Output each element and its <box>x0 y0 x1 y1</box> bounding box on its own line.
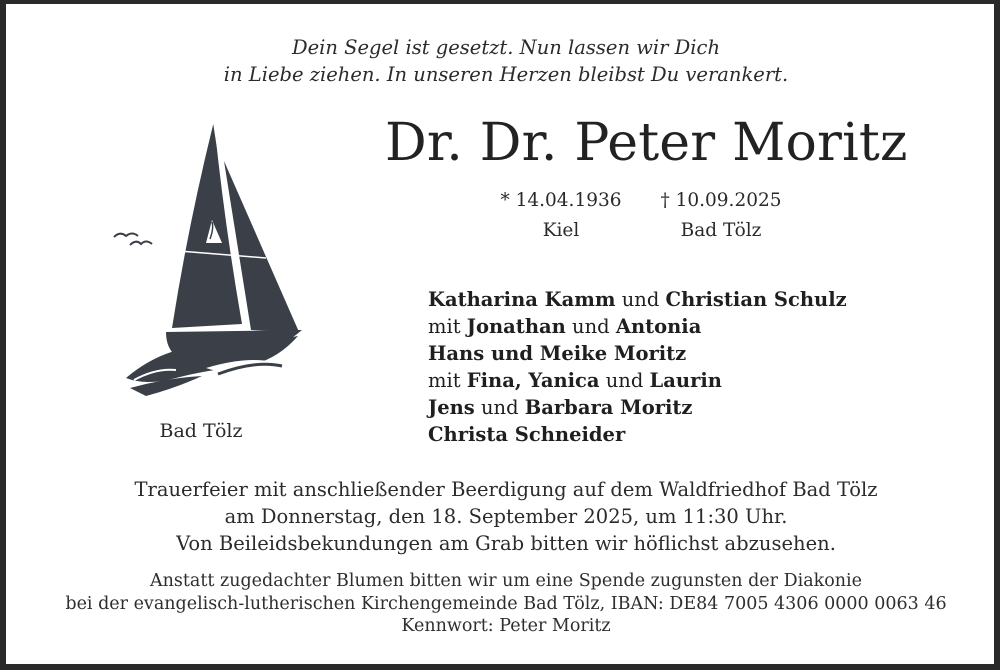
mourner-connector: und <box>474 396 525 419</box>
death-date: † 10.09.2025 <box>660 190 782 211</box>
motto-line-2: in Liebe ziehen. In unseren Herzen bleibst Du verankert. <box>223 63 789 86</box>
birth-place: Kiel <box>542 220 580 241</box>
mourner-connector: mit <box>428 369 467 392</box>
mourner-line <box>428 340 847 367</box>
mourner-name: Katharina Kamm <box>428 288 616 311</box>
mourner-name: Barbara Moritz <box>524 396 693 419</box>
service-line-1: Trauerfeier mit anschließender Beerdigung auf dem Waldfriedhof Bad Tölz <box>134 478 878 501</box>
mourner-name: Laurin <box>649 369 722 392</box>
donation-line-2: bei der evangelisch-lutherischen Kirchengemeinde Bad Tölz, IBAN: DE84 7005 4306 0000 0063 46 <box>65 593 947 614</box>
mourners-list <box>428 286 847 448</box>
mourner-connector: mit <box>428 315 467 338</box>
mourner-name: Fina, Yanica <box>466 369 600 392</box>
birth-date: * 14.04.1936 <box>500 190 622 211</box>
mourner-line <box>428 394 847 421</box>
mourner-connector: und <box>599 369 650 392</box>
donation-info <box>6 570 1000 638</box>
motto-line-1: Dein Segel ist gesetzt. Nun lassen wir Dich <box>291 36 721 59</box>
mourner-name: Antonia <box>615 315 702 338</box>
mourner-line <box>428 313 847 340</box>
birth-info <box>486 186 636 246</box>
mourner-name: Jonathan <box>466 315 566 338</box>
mourner-name: Christian Schulz <box>665 288 847 311</box>
death-info <box>646 186 796 246</box>
service-line-3: Von Beileidsbekundungen am Grab bitten wir höflichst abzusehen. <box>176 532 836 555</box>
mourner-line <box>428 367 847 394</box>
donation-line-1: Anstatt zugedachter Blumen bitten wir um eine Spende zugunsten der Diakonie <box>150 571 862 591</box>
mourner-name: Hans und Meike Moritz <box>428 342 687 365</box>
mourner-line <box>428 286 847 313</box>
mourner-connector: und <box>615 288 666 311</box>
mourner-connector: und <box>565 315 616 338</box>
mourner-name: Christa Schneider <box>428 423 626 446</box>
motto <box>6 34 1000 88</box>
service-info <box>6 476 1000 557</box>
death-place: Bad Tölz <box>680 220 762 241</box>
mourner-line <box>428 421 847 448</box>
mourner-name: Jens <box>428 396 475 419</box>
emblem-location: Bad Tölz <box>159 420 243 442</box>
sailboat-icon <box>106 116 316 406</box>
donation-line-3: Kennwort: Peter Moritz <box>401 616 611 636</box>
service-line-2: am Donnerstag, den 18. September 2025, um 11:30 Uhr. <box>224 505 788 528</box>
deceased-name: Dr. Dr. Peter Moritz <box>385 113 908 173</box>
